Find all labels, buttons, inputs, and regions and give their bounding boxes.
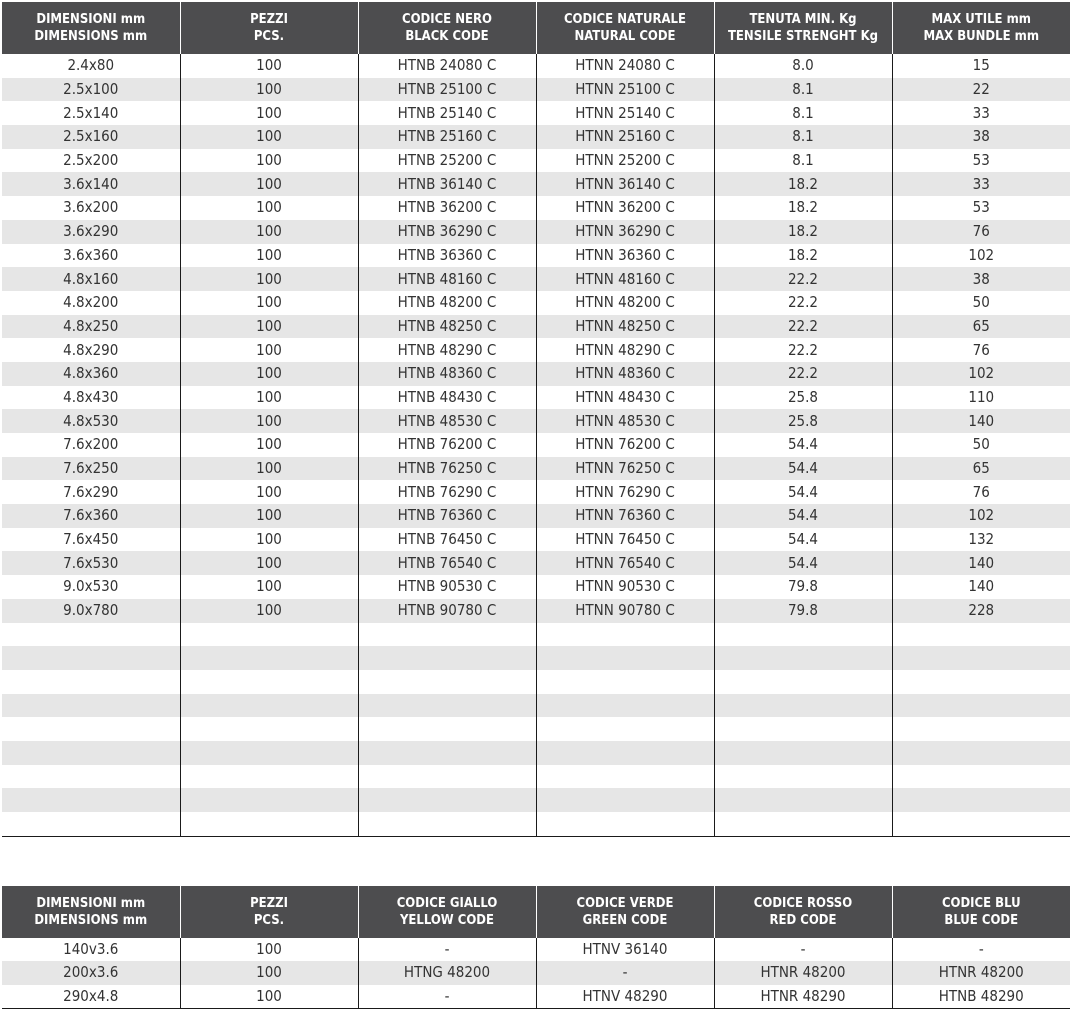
header-label-en: RED CODE	[769, 913, 837, 928]
table-header	[2, 886, 1070, 938]
table-cell: 76	[892, 220, 1070, 244]
table-cell: HTNB 36290 C	[358, 220, 536, 244]
table-cell	[714, 623, 892, 647]
table-cell: -	[536, 961, 714, 984]
table-cell: HTNB 48250 C	[358, 315, 536, 339]
table-cell: 3.6x290	[2, 220, 180, 244]
table-cell	[358, 788, 536, 812]
table-cell: HTNN 48200 C	[536, 291, 714, 315]
table-cell: 50	[892, 433, 1070, 457]
table-cell	[180, 717, 358, 741]
table-cell: 4.8x250	[2, 315, 180, 339]
table-cell	[358, 765, 536, 789]
table-cell	[180, 788, 358, 812]
table-cell: 4.8x200	[63, 293, 119, 312]
table-cell: 8.1	[714, 125, 892, 149]
table-cell: 18.2	[714, 244, 892, 268]
column-header	[358, 886, 536, 938]
table-cell: 100	[180, 149, 358, 173]
table-cell	[358, 646, 536, 670]
table-cell: 76	[892, 338, 1070, 362]
table-cell	[180, 741, 358, 765]
column-header	[2, 2, 180, 54]
table-cell: 2.5x100	[2, 78, 180, 102]
table-cell: 22.2	[714, 267, 892, 291]
table-cell: 100	[180, 54, 358, 78]
header-label-en: PCS.	[253, 29, 285, 44]
table-cell	[892, 646, 1070, 670]
table-cell	[2, 694, 180, 718]
header-label-it: PEZZI	[250, 12, 288, 27]
table-cell	[892, 765, 1070, 789]
table-cell: 100	[180, 961, 358, 984]
table-cell: 2.5x200	[63, 151, 119, 170]
table-body	[2, 938, 1070, 1008]
table-cell	[180, 670, 358, 694]
header-label-en: MAX BUNDLE mm	[923, 29, 1040, 44]
table-cell: 33	[892, 101, 1070, 125]
table-cell	[180, 623, 358, 647]
table-row	[2, 54, 1070, 78]
table-row	[2, 599, 1070, 623]
table-cell	[714, 741, 892, 765]
table-cell: 3.6x360	[63, 245, 119, 264]
table-cell: HTNB 48160 C	[358, 267, 536, 291]
table-cell: 290x4.8	[2, 985, 180, 1009]
table-cell: HTNN 76450 C	[536, 528, 714, 552]
table-cell: 18.2	[714, 220, 892, 244]
table-cell: 79.8	[714, 599, 892, 623]
table-row	[2, 670, 1070, 694]
table-cell	[358, 694, 536, 718]
table-cell: HTNN 36140 C	[536, 172, 714, 196]
column-header	[536, 2, 714, 54]
table-cell: HTNN 25100 C	[536, 78, 714, 102]
table-cell: 100	[180, 172, 358, 196]
table-cell: HTNN 25140 C	[536, 101, 714, 125]
table-row	[2, 741, 1070, 765]
table-cell: 9.0x780	[2, 599, 180, 623]
table-row	[2, 551, 1070, 575]
table-cell	[714, 646, 892, 670]
table-cell	[892, 812, 1070, 836]
table-cell: 22.2	[714, 362, 892, 386]
column-header	[892, 886, 1070, 938]
header-label-it: CODICE VERDE	[576, 896, 674, 911]
header-label-en: DIMENSIONS mm	[34, 913, 148, 928]
table-row	[2, 717, 1070, 741]
table-cell	[892, 623, 1070, 647]
table-cell: HTNN 48360 C	[536, 362, 714, 386]
table-cell	[180, 765, 358, 789]
table-cell: 100	[180, 457, 358, 481]
table-cell: 3.6x200	[63, 198, 119, 217]
table-cell	[2, 670, 180, 694]
table-cell: 100	[180, 985, 358, 1009]
table-cell: 65	[892, 315, 1070, 339]
table-cell: HTNB 25100 C	[358, 78, 536, 102]
header-label-it: CODICE NERO	[402, 12, 492, 27]
table-cell: HTNB 36200 C	[358, 196, 536, 220]
table-cell: 100	[180, 362, 358, 386]
table-cell: 100	[180, 220, 358, 244]
table-cell: HTNB 76450 C	[358, 528, 536, 552]
table-cell: 100	[180, 101, 358, 125]
table-cell: 18.2	[714, 196, 892, 220]
table-row	[2, 220, 1070, 244]
table-cell: HTNR 48200	[892, 961, 1070, 984]
table-cell	[2, 765, 180, 789]
table-cell: 100	[180, 480, 358, 504]
table-cell: 50	[892, 291, 1070, 315]
table-cell: 100	[180, 551, 358, 575]
table-cell: HTNB 76200 C	[358, 433, 536, 457]
table-cell	[2, 717, 180, 741]
table-row	[2, 961, 1070, 984]
table-cell: 4.8x290	[63, 340, 119, 359]
table-cell	[892, 741, 1070, 765]
table-cell: HTNN 36290 C	[536, 220, 714, 244]
table-cell	[714, 765, 892, 789]
table-body	[2, 54, 1070, 836]
header-label-en: TENSILE STRENGHT Kg	[727, 29, 879, 44]
table-cell: 8.1	[714, 149, 892, 173]
table-row	[2, 409, 1070, 433]
table-cell: 7.6x450	[63, 530, 119, 549]
table-cell	[2, 788, 180, 812]
table-cell: -	[892, 938, 1070, 961]
table-row	[2, 694, 1070, 718]
table-cell: 25.8	[714, 409, 892, 433]
table-cell: 100	[180, 196, 358, 220]
header-label-it: TENUTA MIN. Kg	[749, 12, 857, 27]
table-cell	[536, 788, 714, 812]
table-cell	[714, 694, 892, 718]
table-header	[2, 2, 1070, 54]
table-row	[2, 575, 1070, 599]
table-cell: HTNB 36360 C	[358, 244, 536, 268]
header-label-it: PEZZI	[250, 896, 288, 911]
table-cell: 100	[180, 291, 358, 315]
table-cell: 4.8x530	[2, 409, 180, 433]
header-label-it: DIMENSIONI mm	[36, 896, 146, 911]
table-cell: 102	[892, 362, 1070, 386]
table-cell: HTNB 48290 C	[358, 338, 536, 362]
table-cell: 7.6x360	[2, 504, 180, 528]
header-label-en: PCS.	[253, 913, 285, 928]
table-cell: HTNB 76540 C	[358, 551, 536, 575]
table-cell	[358, 741, 536, 765]
column-header	[180, 886, 358, 938]
table-row	[2, 504, 1070, 528]
header-label-it: DIMENSIONI mm	[36, 12, 146, 27]
table-cell	[358, 812, 536, 836]
table-cell: HTNN 90530 C	[536, 575, 714, 599]
table-cell: 7.6x200	[63, 435, 119, 454]
table-cell: 100	[180, 409, 358, 433]
table-cell: HTNN 48160 C	[536, 267, 714, 291]
table-cell: 7.6x530	[2, 551, 180, 575]
table-cell	[2, 646, 180, 670]
table-cell	[536, 717, 714, 741]
table-row	[2, 457, 1070, 481]
table-cell	[714, 717, 892, 741]
table-row	[2, 480, 1070, 504]
table-cell: 100	[180, 386, 358, 410]
table-cell	[358, 623, 536, 647]
table-cell: HTNN 25200 C	[536, 149, 714, 173]
table-row	[2, 765, 1070, 789]
table-cell: HTNV 36140	[536, 938, 714, 961]
table-cell	[180, 646, 358, 670]
table-cell: HTNB 48290	[892, 985, 1070, 1009]
header-label-it: CODICE GIALLO	[396, 896, 498, 911]
table-cell: 53	[892, 196, 1070, 220]
table-cell: 25.8	[714, 386, 892, 410]
table-cell: 2.5x140	[63, 103, 119, 122]
table-cell: HTNB 90530 C	[358, 575, 536, 599]
table-cell: HTNN 76540 C	[536, 551, 714, 575]
table-cell: 100	[180, 504, 358, 528]
table-cell: 100	[180, 433, 358, 457]
table-cell	[714, 670, 892, 694]
table-cell: 102	[892, 244, 1070, 268]
table-row	[2, 291, 1070, 315]
header-label-en: BLUE CODE	[944, 913, 1019, 928]
header-label-it: CODICE NATURALE	[563, 12, 687, 27]
table-cell: 100	[180, 599, 358, 623]
table-cell: HTNG 48200	[358, 961, 536, 984]
table-cell: 4.8x360	[2, 362, 180, 386]
table-cell: 8.1	[714, 78, 892, 102]
table-cell: HTNN 36200 C	[536, 196, 714, 220]
table-cell	[892, 788, 1070, 812]
table-cell: 38	[892, 125, 1070, 149]
table-row	[2, 125, 1070, 149]
table-cell: 100	[180, 575, 358, 599]
table-cell: 54.4	[714, 551, 892, 575]
table-row	[2, 338, 1070, 362]
table-cell	[536, 812, 714, 836]
table-cell: 22.2	[714, 338, 892, 362]
table-cell	[536, 623, 714, 647]
table-cell: 110	[892, 386, 1070, 410]
table-cell: 100	[180, 125, 358, 149]
table-cell: 22	[892, 78, 1070, 102]
table-row	[2, 528, 1070, 552]
table-cell: HTNB 76250 C	[358, 457, 536, 481]
table-cell: 54.4	[714, 504, 892, 528]
table-cell	[2, 741, 180, 765]
table-cell: 15	[892, 54, 1070, 78]
column-header	[714, 2, 892, 54]
table-cell: HTNN 76250 C	[536, 457, 714, 481]
table-cell: 22.2	[714, 291, 892, 315]
table-row	[2, 315, 1070, 339]
column-header	[2, 886, 180, 938]
table-cell: 100	[180, 315, 358, 339]
table-cell: 4.8x160	[2, 267, 180, 291]
header-label-en: NATURAL CODE	[574, 29, 676, 44]
table-cell: 33	[892, 172, 1070, 196]
table-cell: 100	[180, 267, 358, 291]
table-cell: 4.8x430	[63, 387, 119, 406]
header-label-it: CODICE ROSSO	[753, 896, 853, 911]
table-cell: 7.6x290	[63, 482, 119, 501]
table-row	[2, 646, 1070, 670]
column-header	[536, 886, 714, 938]
table-cell: 140	[892, 575, 1070, 599]
table-cell: HTNB 36140 C	[358, 172, 536, 196]
column-header	[714, 886, 892, 938]
column-header	[180, 2, 358, 54]
table-cell: HTNV 48290	[536, 985, 714, 1009]
table-cell: HTNN 76290 C	[536, 480, 714, 504]
table-cell: 140	[892, 551, 1070, 575]
table-row	[2, 244, 1070, 268]
table-cell: 65	[892, 457, 1070, 481]
table-cell: HTNN 25160 C	[536, 125, 714, 149]
table-cell: HTNB 48200 C	[358, 291, 536, 315]
table-cell	[536, 694, 714, 718]
table-row	[2, 172, 1070, 196]
table-row	[2, 985, 1070, 1009]
table-cell: 54.4	[714, 480, 892, 504]
table-cell: 100	[180, 528, 358, 552]
table-cell	[536, 646, 714, 670]
header-label-it: CODICE BLU	[941, 896, 1021, 911]
table-cell	[536, 670, 714, 694]
table-cell: HTNN 36360 C	[536, 244, 714, 268]
table-cell: 132	[892, 528, 1070, 552]
table-cell: HTNN 90780 C	[536, 599, 714, 623]
table-cell: 18.2	[714, 172, 892, 196]
table-cell: HTNN 48250 C	[536, 315, 714, 339]
table-cell: 140v3.6	[63, 940, 119, 959]
table-row	[2, 623, 1070, 647]
table-cell: HTNB 25160 C	[358, 125, 536, 149]
table-row	[2, 433, 1070, 457]
table-row	[2, 362, 1070, 386]
header-label-en: BLACK CODE	[405, 29, 489, 44]
table-cell	[180, 694, 358, 718]
table-row	[2, 267, 1070, 291]
table-cell: HTNB 48430 C	[358, 386, 536, 410]
table-cell: HTNB 25200 C	[358, 149, 536, 173]
table-cell: HTNB 24080 C	[358, 54, 536, 78]
table-cell	[892, 717, 1070, 741]
table-cell	[536, 765, 714, 789]
table-cell: HTNB 76360 C	[358, 504, 536, 528]
column-header	[892, 2, 1070, 54]
table-cell: HTNN 76200 C	[536, 433, 714, 457]
header-label-en: GREEN CODE	[582, 913, 668, 928]
table-cell: 54.4	[714, 528, 892, 552]
table-cell: -	[358, 938, 536, 961]
table-cell: 200x3.6	[2, 961, 180, 984]
table-cell: HTNR 48290	[714, 985, 892, 1009]
table-cell: 7.6x250	[2, 457, 180, 481]
table-cell	[2, 812, 180, 836]
table-row	[2, 149, 1070, 173]
table-cell	[892, 694, 1070, 718]
table-cell: 3.6x140	[2, 172, 180, 196]
table-cell: 38	[892, 267, 1070, 291]
table-cell	[2, 623, 180, 647]
table-cell: HTNR 48200	[714, 961, 892, 984]
table-row	[2, 196, 1070, 220]
table-cell: 228	[892, 599, 1070, 623]
table-cell: 8.0	[714, 54, 892, 78]
table-cell: 100	[180, 244, 358, 268]
table-cell: HTNN 48530 C	[536, 409, 714, 433]
table-cell: HTNB 90780 C	[358, 599, 536, 623]
table-cell: 9.0x530	[63, 577, 119, 596]
table-row	[2, 78, 1070, 102]
table-cell: 53	[892, 149, 1070, 173]
header-label-en: YELLOW CODE	[399, 913, 495, 928]
table-cell: HTNN 48430 C	[536, 386, 714, 410]
table-cell: 54.4	[714, 457, 892, 481]
table-cell	[714, 812, 892, 836]
table-cell: 100	[180, 78, 358, 102]
table-cell: 54.4	[714, 433, 892, 457]
table-row	[2, 101, 1070, 125]
table-cell: 100	[180, 938, 358, 961]
table-cell: HTNB 76290 C	[358, 480, 536, 504]
table-cell: -	[714, 938, 892, 961]
cable-tie-table	[2, 2, 1070, 837]
table-cell: 8.1	[714, 101, 892, 125]
table-cell: HTNN 76360 C	[536, 504, 714, 528]
table-cell	[536, 741, 714, 765]
table-cell	[358, 717, 536, 741]
table-cell: HTNN 48290 C	[536, 338, 714, 362]
table-cell: HTNB 25140 C	[358, 101, 536, 125]
table-cell: HTNB 48530 C	[358, 409, 536, 433]
table-cell: 140	[892, 409, 1070, 433]
table-cell: HTNN 24080 C	[536, 54, 714, 78]
table-cell: 100	[180, 338, 358, 362]
table-cell: 22.2	[714, 315, 892, 339]
table-cell: HTNB 48360 C	[358, 362, 536, 386]
column-header	[358, 2, 536, 54]
table-cell	[892, 670, 1070, 694]
table-cell	[714, 788, 892, 812]
table-row	[2, 938, 1070, 961]
table-cell: 76	[892, 480, 1070, 504]
header-label-en: DIMENSIONS mm	[34, 29, 148, 44]
table-cell: -	[358, 985, 536, 1009]
table-cell	[358, 670, 536, 694]
colored-cable-tie-table	[2, 886, 1070, 1009]
table-row	[2, 386, 1070, 410]
table-row	[2, 788, 1070, 812]
table-cell: 2.5x160	[2, 125, 180, 149]
header-label-it: MAX UTILE mm	[931, 12, 1031, 27]
table-row	[2, 812, 1070, 836]
table-cell: 102	[892, 504, 1070, 528]
table-cell: 79.8	[714, 575, 892, 599]
table-cell	[180, 812, 358, 836]
table-cell: 2.4x80	[67, 56, 115, 75]
